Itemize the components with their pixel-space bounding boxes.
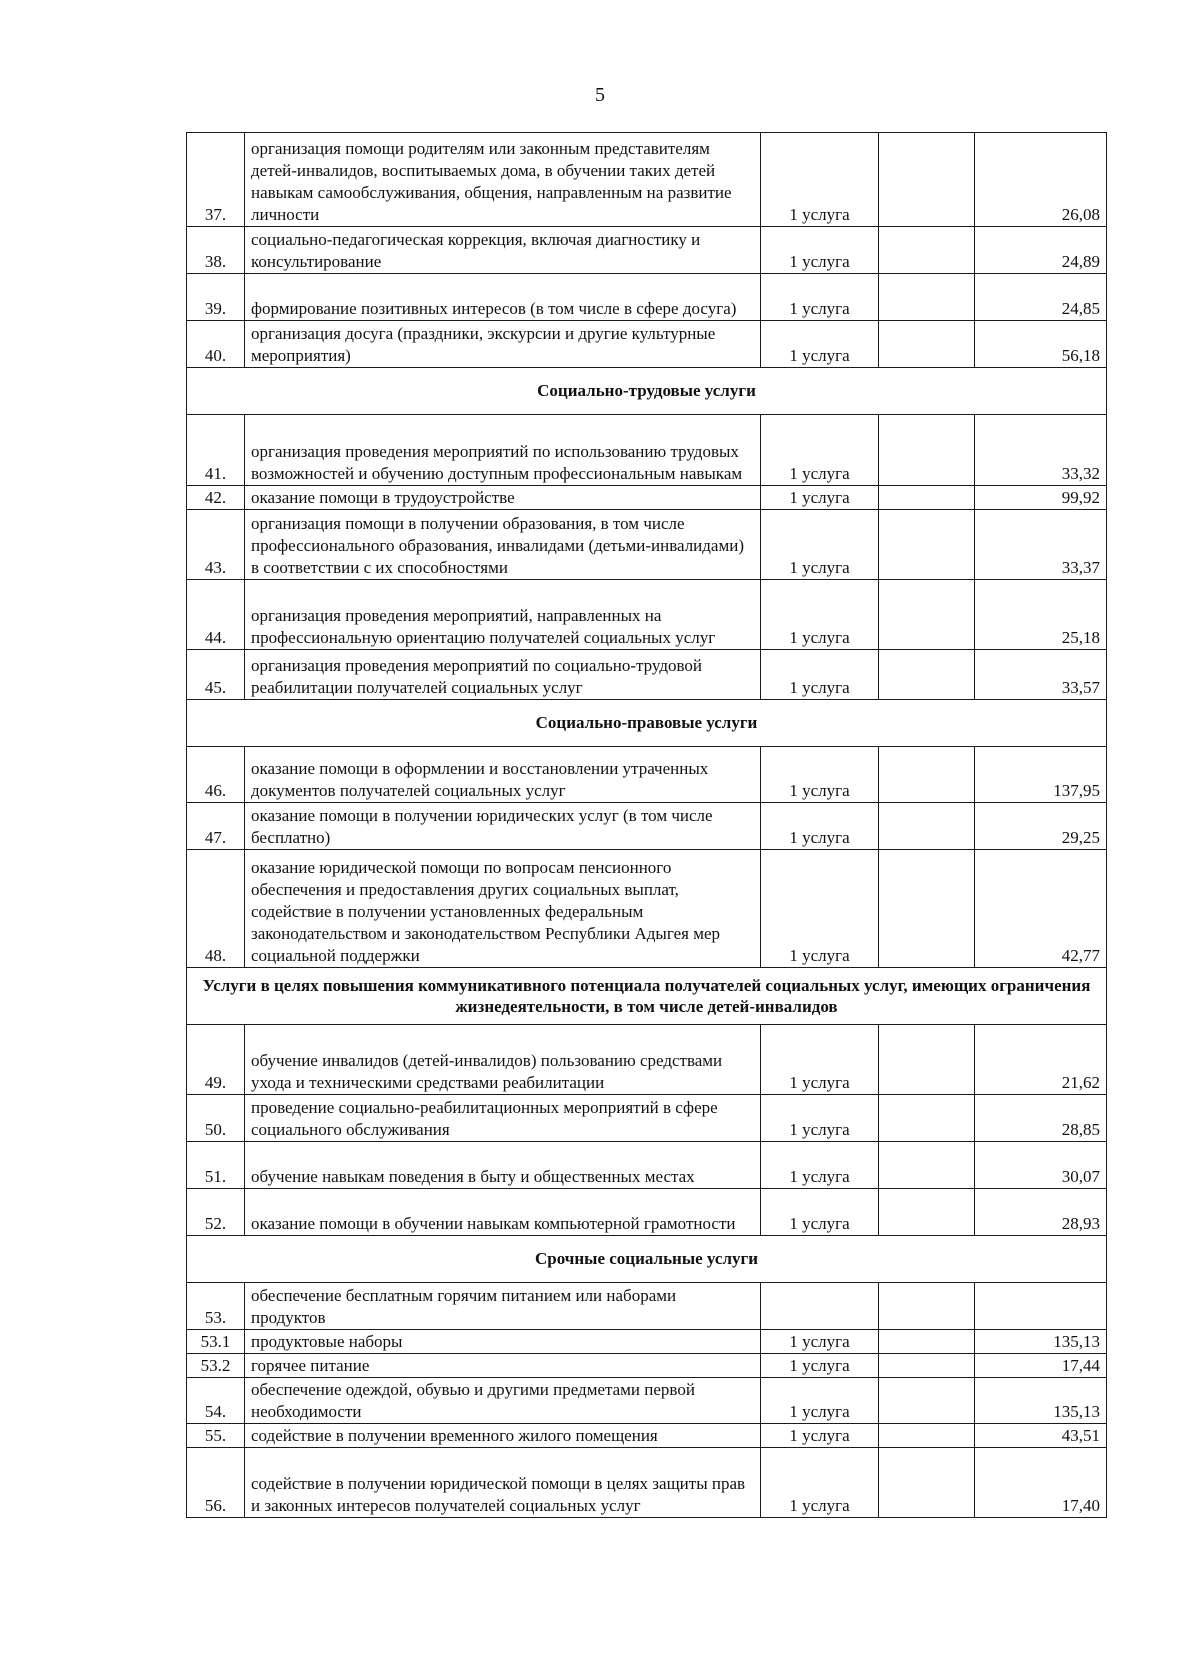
service-unit	[761, 1283, 879, 1330]
empty-cell	[879, 580, 975, 650]
empty-cell	[879, 1095, 975, 1142]
service-price: 33,57	[975, 650, 1107, 700]
row-number: 53.	[187, 1283, 245, 1330]
service-description: оказание помощи в обучении навыкам компьютерной грамотности	[245, 1189, 761, 1236]
service-description: оказание помощи в оформлении и восстановлении утраченных документов получателей социальных услуг	[245, 747, 761, 803]
row-number: 40.	[187, 321, 245, 368]
service-price: 26,08	[975, 133, 1107, 227]
row-number: 47.	[187, 803, 245, 850]
service-unit: 1 услуга	[761, 803, 879, 850]
row-number: 51.	[187, 1142, 245, 1189]
empty-cell	[879, 415, 975, 486]
table-row	[187, 1354, 1107, 1378]
service-unit: 1 услуга	[761, 227, 879, 274]
service-price: 28,85	[975, 1095, 1107, 1142]
section-title: Социально-правовые услуги	[187, 700, 1107, 747]
table-row	[187, 486, 1107, 510]
section-header-row	[187, 968, 1107, 1025]
service-price: 135,13	[975, 1330, 1107, 1354]
row-number: 44.	[187, 580, 245, 650]
empty-cell	[879, 1189, 975, 1236]
row-number: 42.	[187, 486, 245, 510]
table-row	[187, 1142, 1107, 1189]
empty-cell	[879, 133, 975, 227]
service-description: оказание помощи в получении юридических услуг (в том числе бесплатно)	[245, 803, 761, 850]
service-description: горячее питание	[245, 1354, 761, 1378]
service-unit: 1 услуга	[761, 321, 879, 368]
service-price: 24,89	[975, 227, 1107, 274]
services-table	[186, 132, 1107, 1518]
service-price: 33,37	[975, 510, 1107, 580]
service-price: 29,25	[975, 803, 1107, 850]
service-description: организация досуга (праздники, экскурсии и другие культурные мероприятия)	[245, 321, 761, 368]
service-unit: 1 услуга	[761, 580, 879, 650]
table-row	[187, 1025, 1107, 1095]
service-unit: 1 услуга	[761, 1189, 879, 1236]
table-row	[187, 850, 1107, 968]
section-header-row	[187, 700, 1107, 747]
service-unit: 1 услуга	[761, 1142, 879, 1189]
service-description: организация помощи в получении образования, в том числе профессионального образования, инвалидами (детьми-инвалидами) в соответствии с их способностями	[245, 510, 761, 580]
service-unit: 1 услуга	[761, 1025, 879, 1095]
page-number: 5	[595, 84, 605, 106]
service-unit: 1 услуга	[761, 1354, 879, 1378]
table-row	[187, 1283, 1107, 1330]
service-description: формирование позитивных интересов (в том числе в сфере досуга)	[245, 274, 761, 321]
row-number: 54.	[187, 1378, 245, 1424]
table-row	[187, 650, 1107, 700]
table-row	[187, 415, 1107, 486]
row-number: 53.1	[187, 1330, 245, 1354]
service-unit: 1 услуга	[761, 415, 879, 486]
empty-cell	[879, 1354, 975, 1378]
service-description: организация проведения мероприятий по социально-трудовой реабилитации получателей социальных услуг	[245, 650, 761, 700]
table-row	[187, 803, 1107, 850]
service-price	[975, 1283, 1107, 1330]
row-number: 50.	[187, 1095, 245, 1142]
table-row	[187, 274, 1107, 321]
empty-cell	[879, 1025, 975, 1095]
service-description: оказание юридической помощи по вопросам пенсионного обеспечения и предоставления других социальных выплат, содействие в получении установленных федеральным законодательством и законодательством Республики Адыгея мер социальной поддержки	[245, 850, 761, 968]
section-header-row	[187, 368, 1107, 415]
table-row	[187, 1330, 1107, 1354]
empty-cell	[879, 1378, 975, 1424]
row-number: 46.	[187, 747, 245, 803]
table-row	[187, 1424, 1107, 1448]
empty-cell	[879, 274, 975, 321]
empty-cell	[879, 321, 975, 368]
table-row	[187, 321, 1107, 368]
table-row	[187, 510, 1107, 580]
empty-cell	[879, 510, 975, 580]
table-row	[187, 1189, 1107, 1236]
service-price: 28,93	[975, 1189, 1107, 1236]
service-description: оказание помощи в трудоустройстве	[245, 486, 761, 510]
row-number: 49.	[187, 1025, 245, 1095]
service-unit: 1 услуга	[761, 1378, 879, 1424]
row-number: 52.	[187, 1189, 245, 1236]
service-description: организация проведения мероприятий по использованию трудовых возможностей и обучению доступным профессиональным навыкам	[245, 415, 761, 486]
empty-cell	[879, 1424, 975, 1448]
row-number: 55.	[187, 1424, 245, 1448]
service-description: содействие в получении временного жилого помещения	[245, 1424, 761, 1448]
service-unit: 1 услуга	[761, 274, 879, 321]
service-price: 30,07	[975, 1142, 1107, 1189]
empty-cell	[879, 227, 975, 274]
service-unit: 1 услуга	[761, 747, 879, 803]
row-number: 39.	[187, 274, 245, 321]
row-number: 53.2	[187, 1354, 245, 1378]
empty-cell	[879, 1448, 975, 1518]
service-price: 21,62	[975, 1025, 1107, 1095]
table-row	[187, 227, 1107, 274]
service-unit: 1 услуга	[761, 510, 879, 580]
service-unit: 1 услуга	[761, 1095, 879, 1142]
service-price: 42,77	[975, 850, 1107, 968]
section-title: Услуги в целях повышения коммуникативного потенциала получателей социальных услуг, имеющих ограничения жизнедеятельности, в том числе детей-инвалидов	[187, 968, 1107, 1025]
service-description: обеспечение одеждой, обувью и другими предметами первой необходимости	[245, 1378, 761, 1424]
table-row	[187, 747, 1107, 803]
table-row	[187, 1378, 1107, 1424]
service-unit: 1 услуга	[761, 133, 879, 227]
service-price: 137,95	[975, 747, 1107, 803]
service-price: 25,18	[975, 580, 1107, 650]
service-unit: 1 услуга	[761, 1330, 879, 1354]
services-table-body	[187, 133, 1107, 1518]
service-description: социально-педагогическая коррекция, включая диагностику и консультирование	[245, 227, 761, 274]
service-unit: 1 услуга	[761, 486, 879, 510]
service-price: 33,32	[975, 415, 1107, 486]
service-description: содействие в получении юридической помощи в целях защиты прав и законных интересов получателей социальных услуг	[245, 1448, 761, 1518]
service-price: 43,51	[975, 1424, 1107, 1448]
service-description: организация проведения мероприятий, направленных на профессиональную ориентацию получателей социальных услуг	[245, 580, 761, 650]
row-number: 38.	[187, 227, 245, 274]
service-price: 17,40	[975, 1448, 1107, 1518]
empty-cell	[879, 1142, 975, 1189]
service-description: обучение инвалидов (детей-инвалидов) пользованию средствами ухода и техническими средствами реабилитации	[245, 1025, 761, 1095]
service-price: 17,44	[975, 1354, 1107, 1378]
service-description: обучение навыкам поведения в быту и общественных местах	[245, 1142, 761, 1189]
service-description: обеспечение бесплатным горячим питанием или наборами продуктов	[245, 1283, 761, 1330]
empty-cell	[879, 650, 975, 700]
section-title: Социально-трудовые услуги	[187, 368, 1107, 415]
service-price: 135,13	[975, 1378, 1107, 1424]
section-title: Срочные социальные услуги	[187, 1236, 1107, 1283]
row-number: 37.	[187, 133, 245, 227]
table-row	[187, 580, 1107, 650]
empty-cell	[879, 1330, 975, 1354]
service-description: проведение социально-реабилитационных мероприятий в сфере социального обслуживания	[245, 1095, 761, 1142]
service-price: 99,92	[975, 486, 1107, 510]
empty-cell	[879, 486, 975, 510]
service-price: 56,18	[975, 321, 1107, 368]
table-row	[187, 1448, 1107, 1518]
row-number: 41.	[187, 415, 245, 486]
row-number: 56.	[187, 1448, 245, 1518]
row-number: 48.	[187, 850, 245, 968]
empty-cell	[879, 803, 975, 850]
table-row	[187, 1095, 1107, 1142]
service-unit: 1 услуга	[761, 850, 879, 968]
empty-cell	[879, 747, 975, 803]
empty-cell	[879, 1283, 975, 1330]
service-description: продуктовые наборы	[245, 1330, 761, 1354]
section-header-row	[187, 1236, 1107, 1283]
service-unit: 1 услуга	[761, 1448, 879, 1518]
service-unit: 1 услуга	[761, 1424, 879, 1448]
empty-cell	[879, 850, 975, 968]
row-number: 45.	[187, 650, 245, 700]
service-price: 24,85	[975, 274, 1107, 321]
service-description: организация помощи родителям или законным представителям детей-инвалидов, воспитываемых дома, в обучении таких детей навыкам самообслуживания, общения, направленным на развитие личности	[245, 133, 761, 227]
table-row	[187, 133, 1107, 227]
service-unit: 1 услуга	[761, 650, 879, 700]
row-number: 43.	[187, 510, 245, 580]
